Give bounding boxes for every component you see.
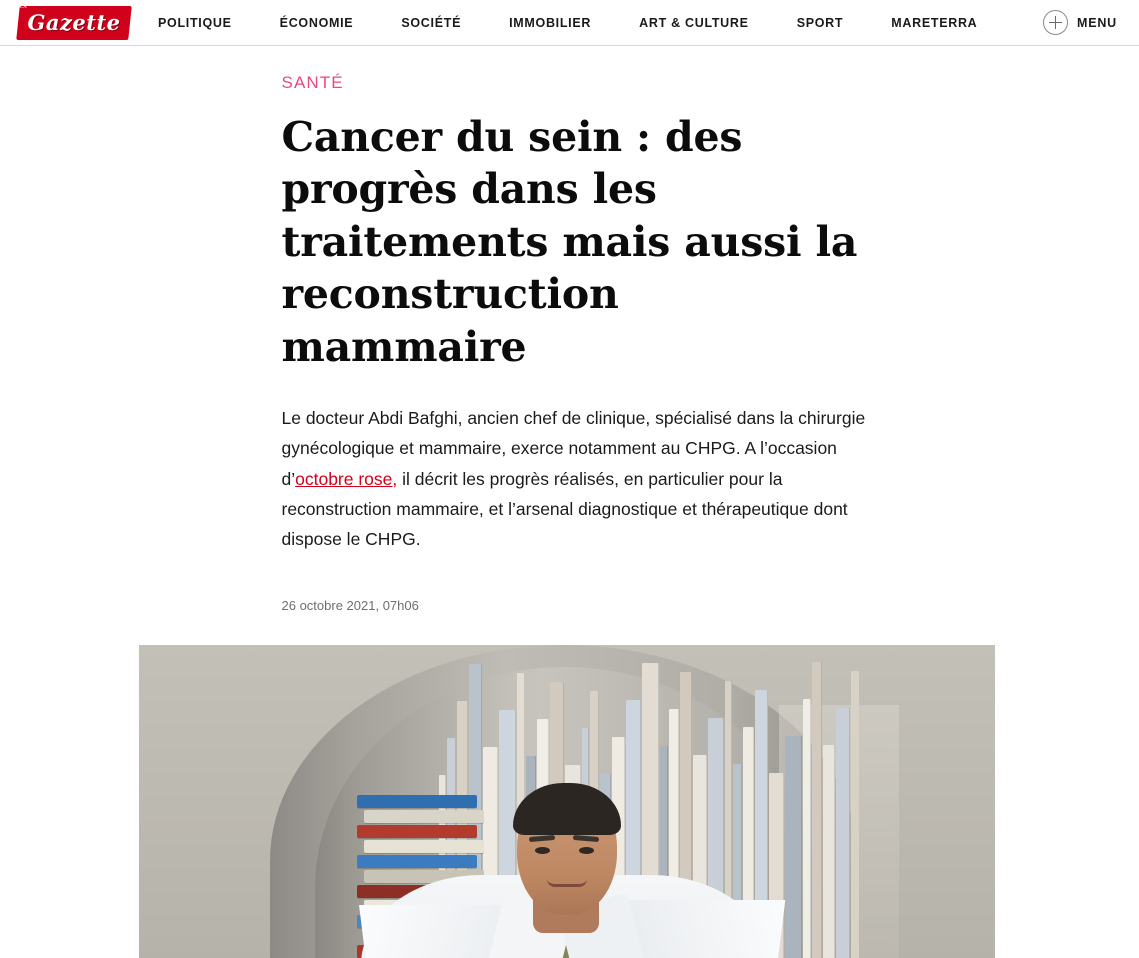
photo-eye-right (579, 847, 594, 854)
photo-book (851, 671, 859, 958)
photo-book (823, 745, 835, 958)
photo-book-flat (357, 855, 477, 868)
article-standfirst (282, 403, 866, 553)
menu-label: MENU (1076, 15, 1117, 30)
standfirst-text-after: il décrit les progrès réalisés, en particulier pour la reconstruction mammaire, et l’arsenal diagnostique et thérapeutique dont dispose le CHPG. (281, 468, 848, 549)
plus-circle-icon (1043, 10, 1068, 35)
standfirst-text-before: Le docteur Abdi Bafghi, ancien chef de clinique, spécialisé dans la chirurgie gynécologique et mammaire, exerce notamment au CHPG. A l’occasion d’ (281, 408, 866, 489)
logo-kicker: LA (20, 4, 28, 10)
nav-item-politique[interactable]: POLITIQUE (158, 15, 232, 30)
logo-text: Gazette (27, 10, 121, 35)
photo-book (812, 662, 822, 958)
nav-item-economie[interactable]: ÉCONOMIE (279, 15, 354, 30)
photo-book (785, 736, 802, 958)
nav-item-sport[interactable]: SPORT (796, 15, 844, 30)
gazette-logo[interactable] (18, 6, 130, 40)
photo-book (836, 708, 850, 958)
article (139, 73, 1001, 958)
article-category[interactable]: SANTÉ (281, 73, 344, 92)
standfirst-link-octobre-rose[interactable]: octobre rose, (295, 468, 398, 489)
photo-book (803, 699, 811, 958)
photo-illustration (139, 645, 995, 958)
photo-mouth (547, 879, 587, 887)
site-header (0, 0, 1139, 46)
photo-book-flat (364, 840, 484, 853)
main-nav (158, 10, 1027, 36)
photo-book-flat (357, 825, 477, 838)
article-timestamp: 26 octobre 2021, 07h06 (281, 597, 419, 613)
nav-item-art-culture[interactable]: ART & CULTURE (639, 15, 749, 30)
nav-item-societe[interactable]: SOCIÉTÉ (401, 15, 462, 30)
photo-eye-left (535, 847, 550, 854)
photo-book-flat (357, 795, 477, 808)
article-photo (139, 645, 995, 958)
nav-item-mareterra[interactable]: MARETERRA (891, 15, 978, 30)
photo-book-flat (364, 810, 484, 823)
page-title: Cancer du sein : des progrès dans les traitements mais aussi la reconstruction mammaire (281, 113, 858, 371)
nav-item-immobilier[interactable]: IMMOBILIER (509, 15, 592, 30)
menu-button[interactable] (1043, 10, 1117, 35)
